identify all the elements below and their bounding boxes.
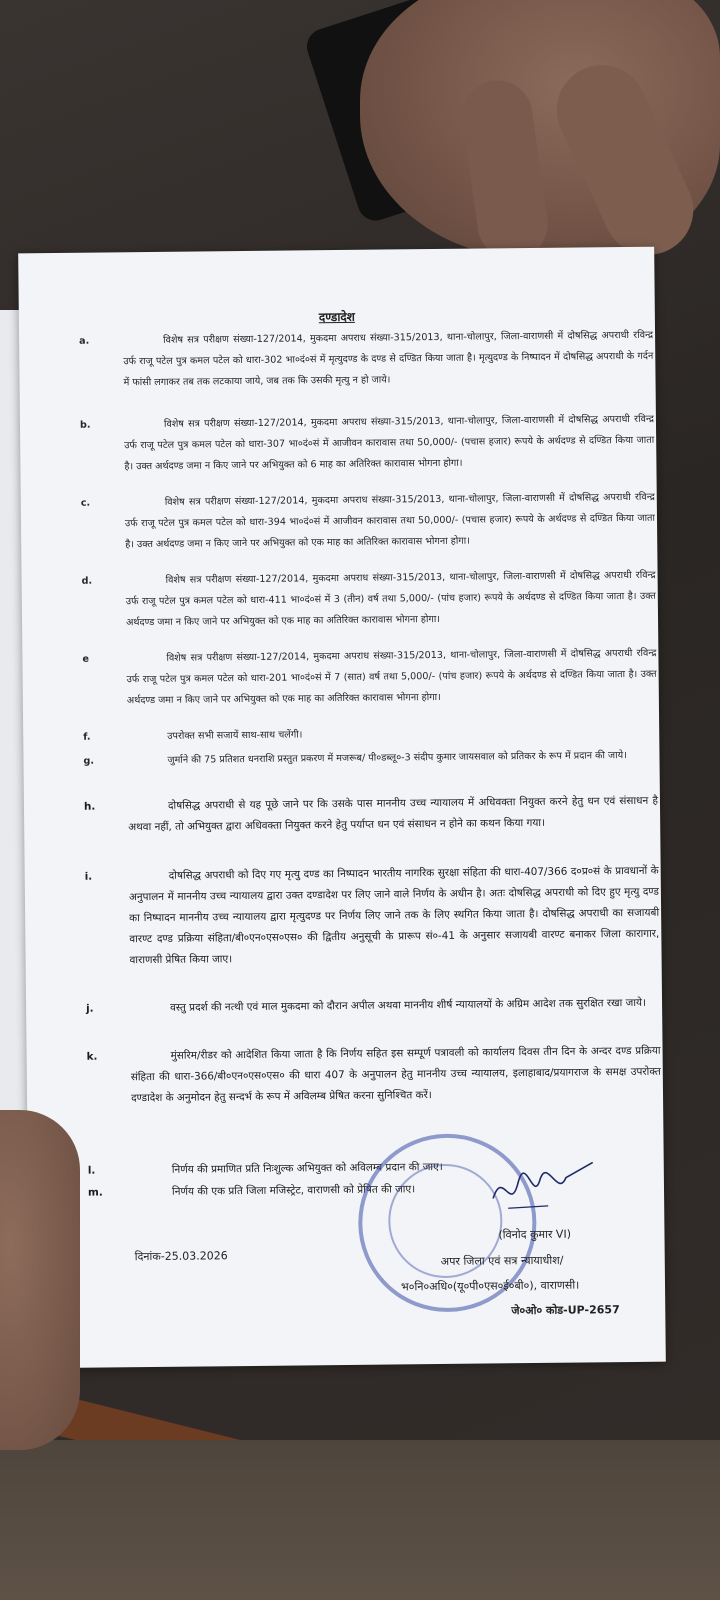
clause-e xyxy=(82,643,657,712)
clause-g xyxy=(83,745,657,772)
clause-j xyxy=(86,993,660,1020)
signatory-name: (विनोद कुमार VI) xyxy=(498,1227,572,1242)
judicial-officer-code: जे०ओ० कोड-UP-2657 xyxy=(511,1303,620,1318)
document-date: दिनांक-25.03.2026 xyxy=(134,1249,228,1264)
bottom-cloth xyxy=(0,1440,720,1600)
clause-text: वस्तु प्रदर्श की नत्थी एवं माल मुकदमा को दौरान अपील अथवा माननीय शीर्ष न्यायालयों के अग्रिम आदेश तक सुरक्षित रखा जाये। xyxy=(170,996,647,1014)
clause-letter: e xyxy=(82,653,90,665)
clause-letter: g. xyxy=(83,755,95,767)
hand-bottom-left xyxy=(0,1110,80,1450)
handwritten-signature-icon xyxy=(488,1157,599,1218)
clause-b xyxy=(79,409,655,478)
clause-text: विशेष सत्र परीक्षण संख्या-127/2014, मुकदमा अपराध संख्या-315/2013, थाना-चोलापुर, जिला-वाराणसी में दोषसिद्ध अपराधी रविन्द्र उर्फ राजू पटेल पुत्र कमल पटेल को धारा-302 भा०दं०सं में मृत्युदण्ड के दण्ड से दण्डित किया जाता है। मृत्युदण्ड के निष्पादन में दोषसिद्ध अपराधी के गर्दन में फांसी लगाकर तब तक लटकाया जाये, जब तक कि उसकी मृत्यु न हो जाये। xyxy=(123,329,654,389)
clause-letter: c. xyxy=(80,497,91,509)
clause-letter: h. xyxy=(83,800,96,813)
clause-i xyxy=(84,861,660,972)
clause-text: निर्णय की एक प्रति जिला मजिस्ट्रेट, वाराणसी को प्रेषित की जाए। xyxy=(171,1183,416,1198)
clause-text: विशेष सत्र परीक्षण संख्या-127/2014, मुकदमा अपराध संख्या-315/2013, थाना-चोलापुर, जिला-वाराणसी में दोषसिद्ध अपराधी रविन्द्र उर्फ राजू पटेल पुत्र कमल पटेल को धारा-411 भा०दं०सं में 3 (तीन) वर्ष तथा 5,000/- (पांच हजार) रूपये के अर्थदण्ड से दण्डित किया जाता है। उक्त अर्थदण्ड जमा न किए जाने पर अभियुक्त को एक माह का अतिरिक्त कारावास भोगना होगा। xyxy=(125,569,656,629)
clause-text: विशेष सत्र परीक्षण संख्या-127/2014, मुकदमा अपराध संख्या-315/2013, थाना-चोलापुर, जिला-वाराणसी में दोषसिद्ध अपराधी रविन्द्र उर्फ राजू पटेल पुत्र कमल पटेल को धारा-201 भा०दं०सं में 7 (सात) वर्ष तथा 5,000/- (पांच हजार) रूपये के अर्थदण्ड से दण्डित किया जाता है। उक्त अर्थदण्ड जमा न किए जाने पर अभियुक्त को एक माह का अतिरिक्त कारावास भोगना होगा। xyxy=(126,647,657,707)
clause-letter: k. xyxy=(86,1050,98,1063)
clause-letter: a. xyxy=(79,335,90,347)
clause-text: विशेष सत्र परीक्षण संख्या-127/2014, मुकदमा अपराध संख्या-315/2013, थाना-चोलापुर, जिला-वाराणसी में दोषसिद्ध अपराधी रविन्द्र उर्फ राजू पटेल पुत्र कमल पटेल को धारा-394 भा०दं०सं में आजीवन कारावास तथा 50,000/- (पचास हजार) रूपये के अर्थदण्ड से दण्डित किया जाता है। उक्त अर्थदण्ड जमा न किए जाने पर अभियुक्त को एक माह का अतिरिक्त कारावास भोगना होगा। xyxy=(124,491,656,551)
clause-f xyxy=(83,721,657,748)
signatory-subtitle: भ०नि०अधि०(यू०पी०एस०ई०बी०), वाराणसी। xyxy=(400,1278,580,1294)
clause-text: निर्णय की प्रमाणित प्रति निःशुल्क अभियुक्त को अविलम्ब प्रदान की जाए। xyxy=(171,1160,443,1176)
clause-text: दोषसिद्ध अपराधी को दिए गए मृत्यु दण्ड का निष्पादन भारतीय नागरिक सुरक्षा संहिता की धारा-407/366 द०प्र०सं के प्रावधानों के अनुपालन में माननीय उच्च न्यायालय द्वारा उक्त दण्डादेश पर लिए जाने वाले निर्णय के अधीन है। अतः दोषसिद्ध अपराधी को दिए हुए मृत्यु दण्ड का निष्पादन माननीय उच्च न्यायालय द्वारा मृत्युदण्ड पर निर्णय लिए जाने तक के लिए स्थगित किया जाता है। दोषसिद्ध अपराधी का सजायबी वारण्ट दण्ड प्रक्रिया संहिता/बी०एन०एस०एस० की द्वितीय अनुसूची के प्रारूप सं०-41 के अनुसार सजायबी वारण्ट बनाकर जिला कारागार, वाराणसी प्रेषित किया जाए। xyxy=(128,864,660,967)
clause-k xyxy=(86,1041,661,1110)
clause-text: जुर्माने की 75 प्रतिशत धनराशि प्रस्तुत प्रकरण में मजरूब/ पी०डब्लू०-3 संदीप कुमार जायसवाल को प्रतिकर के रूप में प्रदान की जाये। xyxy=(167,750,627,766)
clause-letter: j. xyxy=(86,1002,94,1015)
clause-h xyxy=(83,791,659,839)
clause-letter: l. xyxy=(87,1164,96,1177)
clause-text: विशेष सत्र परीक्षण संख्या-127/2014, मुकदमा अपराध संख्या-315/2013, थाना-चोलापुर, जिला-वाराणसी में दोषसिद्ध अपराधी रविन्द्र उर्फ राजू पटेल पुत्र कमल पटेल को धारा-307 भा०दं०सं में आजीवन कारावास तथा 50,000/- (पचास हजार) रूपये के अर्थदण्ड से दण्डित किया जाता है। उक्त अर्थदण्ड जमा न किए जाने पर अभियुक्त को 6 माह का अतिरिक्त कारावास भोगना होगा। xyxy=(124,413,655,473)
clause-letter: b. xyxy=(79,419,91,431)
clause-d xyxy=(81,565,657,634)
clause-text: दोषसिद्ध अपराधी से यह पूछे जाने पर कि उसके पास माननीय उच्च न्यायालय में अधिवक्ता नियुक्त करने हेतु धन एवं संसाधन है अथवा नहीं, तो अभियुक्त द्वारा अधिवक्ता नियुक्त करने हेतु पर्याप्त धन एवं संसाधन न होने का कथन किया गया। xyxy=(128,794,659,834)
clause-letter: f. xyxy=(83,731,91,743)
clause-text: मुंसरिम/रीडर को आदेशित किया जाता है कि निर्णय सहित इस सम्पूर्ण पत्रावली को कार्यालय दिवस तीन दिन के अन्दर दण्ड प्रक्रिया संहिता की धारा-366/बी०एन०एस०एस० की धारा 407 के अनुपालन हेतु माननीय उच्च न्यायालय, इलाहाबाद/प्रयागराज के समक्ष उपरोक्त दण्डादेश के अनुमोदन हेतु सन्दर्भ के रूप में अविलम्ब प्रेषित करना सुनिश्चित करें। xyxy=(130,1044,661,1105)
document-page xyxy=(18,247,666,1369)
document-title: दण्डादेश xyxy=(318,309,355,325)
clause-letter: d. xyxy=(81,575,93,587)
clause-letter: m. xyxy=(87,1186,103,1199)
signatory-title: अपर जिला एवं सत्र न्यायाधीश/ xyxy=(440,1253,564,1268)
clause-a xyxy=(79,325,654,394)
clause-letter: i. xyxy=(84,870,93,883)
clause-text: उपरोक्त सभी सजायें साथ-साथ चलेंगी। xyxy=(167,729,303,742)
clause-c xyxy=(80,487,656,556)
